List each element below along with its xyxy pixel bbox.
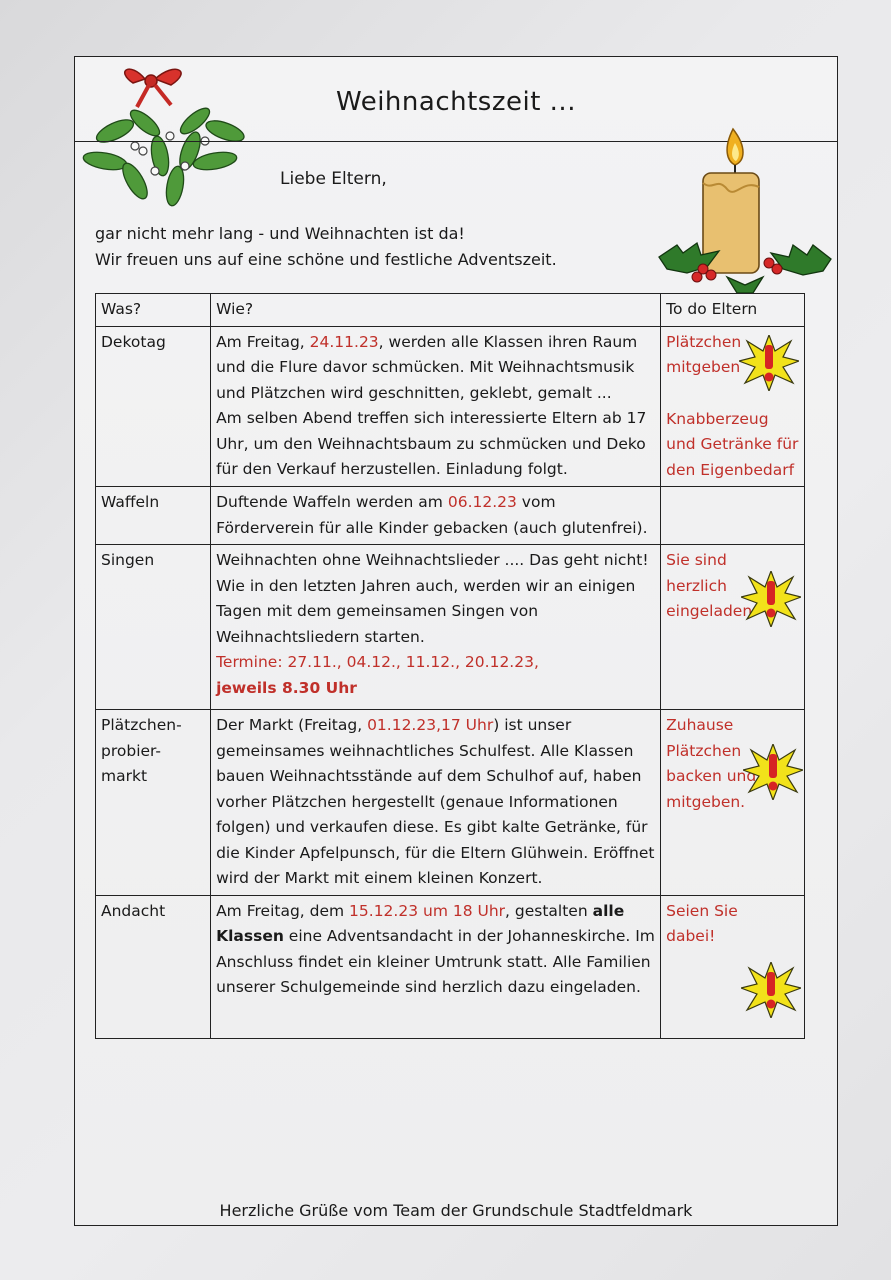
exclamation-burst-icon (741, 962, 801, 1018)
desc-text: Weihnachten ohne Weihnachtslieder .... Das geht nicht! Wie in den letzten Jahren auch, werden wir an einigen Tagen mit dem gemeinsamen Singen von Weihnachtsliedern starten. (216, 551, 649, 646)
exclamation-burst-icon (741, 571, 801, 627)
table-row (96, 545, 805, 710)
row-label-waffeln: Waffeln (96, 487, 211, 545)
exclamation-burst-icon (743, 744, 803, 800)
row-desc-dekotag (211, 326, 661, 487)
header-wie: Wie? (211, 294, 661, 327)
desc-text: , werden alle Klassen ihren Raum und die Flure davor schmücken. Mit Weihnachtsmusik und Plätzchen wird geschnitten, geklebt, gemalt ... (216, 332, 638, 402)
row-desc-andacht (211, 895, 661, 1038)
bold-text: alle Klassen (216, 901, 625, 945)
row-label-markt: Plätzchen-probier-markt (96, 710, 211, 896)
intro-text (95, 221, 557, 273)
table-header-row (96, 294, 805, 327)
desc-text: , gestalten (505, 901, 593, 920)
page-title: Weihnachtszeit ... (336, 87, 576, 117)
desc-text: Am Freitag, dem (216, 901, 350, 920)
desc-text: ) ist unser gemeinsames weihnachtliches Schulfest. Alle Klassen bauen Weihnachtsstände auf dem Schulhof auf, haben vorher Plätzchen hergestellt (genaue Informationen folgen) und verkaufen diese. Es gibt kalte Getränke, für die Kinder Apfelpunsch, für die Eltern Glühwein. Eröffnet wird der Markt mit einem kleinen Konzert. (216, 716, 655, 887)
row-label-andacht: Andacht (96, 895, 211, 1038)
footer-greeting: Herzliche Grüße vom Team der Grundschule Stadtfeldmark (219, 1201, 693, 1220)
desc-text: Am Freitag, (216, 332, 310, 351)
exclamation-burst-icon (739, 335, 799, 391)
todo-text: Seien Sie dabei! (666, 901, 738, 945)
date-highlight: 06.12.23 (447, 493, 517, 511)
todo-waffeln (661, 487, 805, 545)
todo-text: Knabberzeug und Getränke für den Eigenbedarf (666, 409, 799, 479)
row-desc-markt (211, 710, 661, 896)
table-row (96, 895, 805, 1038)
row-desc-waffeln (211, 487, 661, 545)
header-todo: To do Eltern (661, 294, 805, 327)
todo-text: Plätzchen mitgeben (666, 332, 742, 376)
time-highlight (216, 676, 655, 702)
table-row (96, 487, 805, 545)
desc-text: eine Adventsandacht in der Johanneskirche. Im Anschluss findet ein kleiner Umtrunk statt. Alle Familien unserer Schulgemeinde sind herzlich dazu eingeladen. (216, 927, 655, 996)
todo-andacht (661, 895, 805, 1038)
header-was: Was? (96, 294, 211, 327)
intro-line-1: gar nicht mehr lang - und Weihnachten ist da! (95, 224, 465, 243)
candle-icon (657, 127, 833, 297)
todo-text: Zuhause Plätzchen backen und mitgeben. (666, 716, 757, 811)
desc-text: Duftende Waffeln werden am (216, 493, 448, 511)
greeting: Liebe Eltern, (280, 169, 387, 189)
desc-text: vom Förderverein für alle Kinder gebacken (auch glutenfrei). (216, 493, 648, 537)
todo-singen (661, 545, 805, 710)
row-label-dekotag: Dekotag (96, 326, 211, 487)
row-desc-singen (211, 545, 661, 710)
schedule-table (95, 293, 805, 1039)
todo-text: Sie sind herzlich eingeladen (666, 551, 753, 620)
table-row (96, 326, 805, 487)
time-text: jeweils 8.30 Uhr (216, 678, 357, 697)
date-highlight: 15.12.23 um 18 Uhr (349, 901, 506, 920)
table-row (96, 710, 805, 896)
row-label-singen: Singen (96, 545, 211, 710)
date-highlight: 01.12.23,17 Uhr (367, 716, 494, 734)
dates-highlight: Termine: 27.11., 04.12., 11.12., 20.12.23, (216, 653, 539, 671)
letter-sheet (74, 56, 838, 1226)
desc-text: Der Markt (Freitag, (216, 716, 368, 734)
date-highlight: 24.11.23 (309, 332, 379, 351)
todo-markt (661, 710, 805, 896)
todo-dekotag (661, 326, 805, 487)
intro-line-2: Wir freuen uns auf eine schöne und festliche Adventszeit. (95, 250, 557, 269)
desc-text: Am selben Abend treffen sich interessierte Eltern ab 17 Uhr, um den Weihnachtsbaum zu schmücken und Deko für den Verkauf herzustellen. Einladung folgt. (216, 409, 647, 478)
